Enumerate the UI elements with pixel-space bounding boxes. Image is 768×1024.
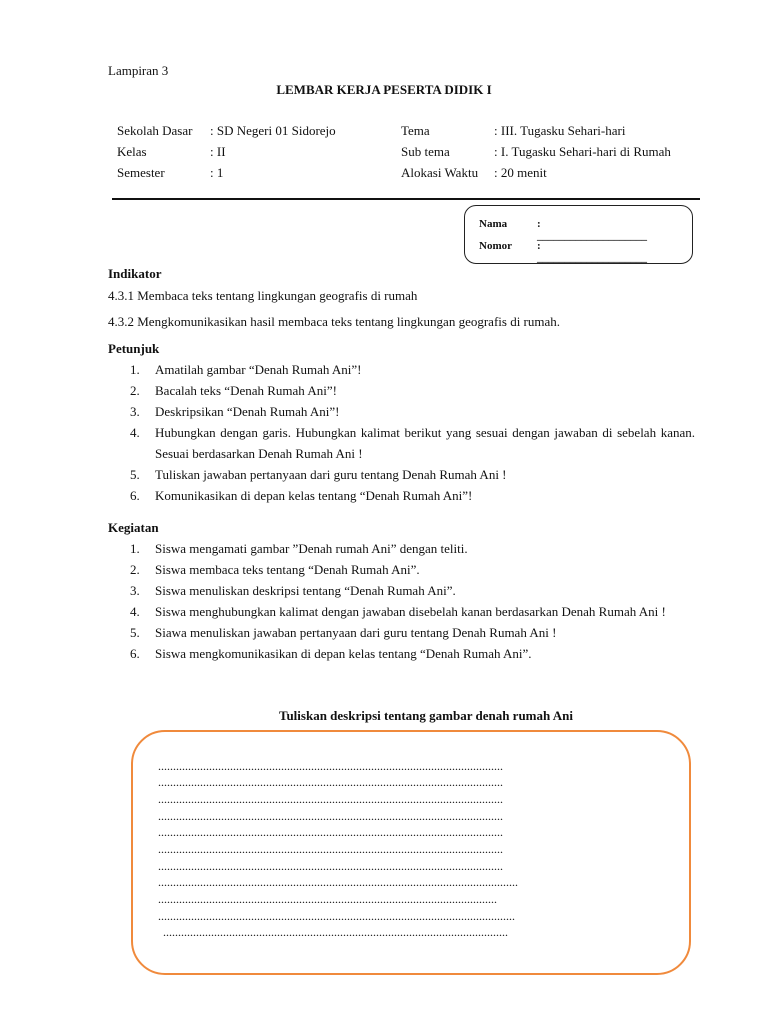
list-item: 2. Bacalah teks “Denah Rumah Ani”! [130,383,337,398]
subtheme-value: : I. Tugasku Sehari-hari di Rumah [494,144,671,159]
indicator-item: 4.3.1 Membaca teks tentang lingkungan geografis di rumah [108,288,418,303]
list-item: 3. Deskripsikan “Denah Rumah Ani”! [130,404,340,419]
list-item: 6. Komunikasikan di depan kelas tentang “Denah Rumah Ani”! [130,488,473,503]
theme-label: Tema [401,123,430,138]
student-identity-box [464,205,693,264]
list-item: 5. Tuliskan jawaban pertanyaan dari guru tentang Denah Rumah Ani ! [130,467,507,482]
answer-line: ................................................................................................................... [158,809,503,823]
activities-heading: Kegiatan [108,520,159,535]
page-title: LEMBAR KERJA PESERTA DIDIK I [276,82,492,97]
answer-line: ................................................................................................................... [158,759,503,773]
answer-line: ................................................................................................................... [158,859,503,873]
header-divider [112,198,700,200]
semester-label: Semester [117,165,165,180]
answer-line: ................................................................................................................... [158,842,503,856]
list-item: 4. Hubungkan dengan garis. Hubungkan kalimat berikut yang sesuai dengan jawaban di sebelah kanan. Sesuai berdasarkan Denah Rumah Ani ! [130,425,695,461]
name-field[interactable]: : ____________________ [537,218,647,242]
answer-line: ................................................................................................................... [158,775,503,789]
answer-line: ........................................................................................................................ [158,875,518,889]
semester-value: : 1 [210,165,224,180]
answer-line: ................................................................................................................... [158,792,503,806]
list-item: 6. Siswa mengkomunikasikan di depan kelas tentang “Denah Rumah Ani”. [130,646,532,661]
list-item: 1. Siswa mengamati gambar ”Denah rumah Ani” dengan teliti. [130,541,468,556]
attachment-label: Lampiran 3 [108,63,169,78]
description-heading: Tuliskan deskripsi tentang gambar denah rumah Ani [278,708,574,723]
indicator-item: 4.3.2 Mengkomunikasikan hasil membaca teks tentang lingkungan geografis di rumah. [108,314,561,329]
school-value: : SD Negeri 01 Sidorejo [210,123,336,138]
school-label: Sekolah Dasar [117,123,193,138]
instructions-list [130,359,695,506]
number-label: Nomor [479,240,512,252]
name-label: Nama [479,218,508,230]
activities-list [130,538,695,664]
answer-line: ................................................................................................................... [163,925,508,939]
theme-value: : III. Tugasku Sehari-hari [494,123,626,138]
class-value: : II [210,144,226,159]
list-item: 3. Siswa menuliskan deskripsi tentang “Denah Rumah Ani”. [130,583,456,598]
indicator-heading: Indikator [108,266,162,281]
subtheme-label: Sub tema [401,144,450,159]
answer-line: ................................................................................................................... [158,825,503,839]
number-field[interactable]: : ____________________ [537,240,647,264]
time-value: : 20 menit [494,165,547,180]
answer-line: ....................................................................................................................... [158,909,515,923]
answer-line: ................................................................................................................. [158,892,497,906]
list-item: 4. Siswa menghubungkan kalimat dengan jawaban disebelah kanan berdasarkan Denah Rumah Ani ! [130,604,666,619]
list-item: 2. Siswa membaca teks tentang “Denah Rumah Ani”. [130,562,420,577]
list-item: 5. Siawa menuliskan jawaban pertanyaan dari guru tentang Denah Rumah Ani ! [130,625,557,640]
list-item: 1. Amatilah gambar “Denah Rumah Ani”! [130,362,362,377]
class-label: Kelas [117,144,147,159]
instructions-heading: Petunjuk [108,341,160,356]
time-label: Alokasi Waktu [401,165,479,180]
description-answer-box[interactable] [131,730,691,975]
